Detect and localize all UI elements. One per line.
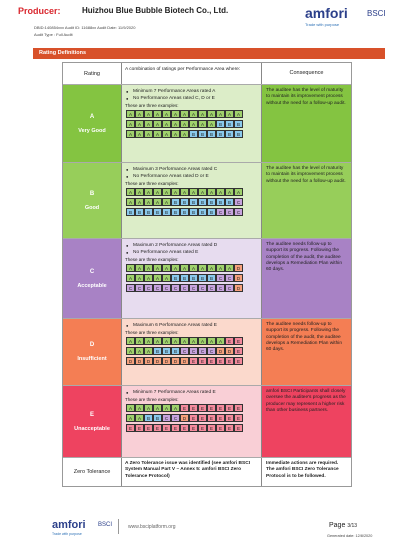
rating-name: Zero Tolerance bbox=[73, 469, 111, 475]
footer-logo-tagline: Trade with purpose bbox=[52, 532, 82, 536]
rating-consequence: The auditee has the level of maturity to maintain its improvement process without the need for a follow-up audit. bbox=[261, 85, 351, 162]
example-cell: D bbox=[216, 347, 225, 355]
page-label: Page bbox=[329, 522, 346, 529]
rating-cell bbox=[63, 239, 121, 318]
example-cell: C bbox=[225, 208, 234, 216]
example-cell: A bbox=[216, 264, 225, 272]
example-cell: B bbox=[234, 130, 243, 138]
rating-letter: E bbox=[89, 411, 94, 418]
example-cell: A bbox=[216, 337, 225, 345]
rating-criterion: ● Maximum 6 Performance Areas rated E bbox=[125, 322, 258, 329]
example-cell: A bbox=[126, 347, 135, 355]
example-cell: B bbox=[180, 198, 189, 206]
example-cell: E bbox=[180, 404, 189, 412]
example-cell: A bbox=[126, 130, 135, 138]
example-cell: A bbox=[189, 120, 198, 128]
footer-logo-word: amfori bbox=[52, 519, 86, 531]
example-cell: A bbox=[189, 337, 198, 345]
example-cell: A bbox=[126, 414, 135, 422]
rating-criterion: ● No Performance Areas rated E bbox=[125, 249, 258, 256]
rating-row-a bbox=[63, 85, 351, 163]
examples-label: These are three examples: bbox=[125, 181, 179, 186]
example-cell: C bbox=[171, 284, 180, 292]
example-cell: A bbox=[126, 274, 135, 282]
example-cell: B bbox=[207, 130, 216, 138]
example-cell: A bbox=[198, 110, 207, 118]
rating-criterion: ● No Performance Areas rated D or E bbox=[125, 173, 258, 180]
example-cell: A bbox=[225, 110, 234, 118]
example-strip bbox=[126, 130, 258, 138]
rating-cell bbox=[63, 85, 121, 162]
example-cell: D bbox=[234, 264, 243, 272]
example-cell: C bbox=[162, 414, 171, 422]
example-cell: E bbox=[234, 337, 243, 345]
section-title: Rating Definitions bbox=[39, 50, 87, 56]
example-cell: A bbox=[144, 404, 153, 412]
example-cell: B bbox=[171, 208, 180, 216]
example-cell: A bbox=[162, 188, 171, 196]
example-cell: A bbox=[126, 404, 135, 412]
rating-consequence: The auditee needs follow-up to support its progress. Following the completion of the audit, the auditee develops a Remediation Plan within 60 days. bbox=[261, 239, 351, 318]
example-cell: A bbox=[198, 120, 207, 128]
example-cell: A bbox=[135, 274, 144, 282]
rating-criterion: ● Maximum 2 Performance Areas rated D bbox=[125, 242, 258, 249]
example-cell: B bbox=[225, 198, 234, 206]
example-cell: A bbox=[234, 188, 243, 196]
example-cell: C bbox=[144, 284, 153, 292]
example-cell: C bbox=[207, 347, 216, 355]
example-cell: A bbox=[162, 404, 171, 412]
example-cell: A bbox=[180, 188, 189, 196]
rating-row-zero-tolerance bbox=[63, 458, 351, 486]
example-cell: E bbox=[234, 347, 243, 355]
example-cell: B bbox=[180, 274, 189, 282]
example-cell: A bbox=[189, 188, 198, 196]
audit-ids: DBID:140854xxx Audit ID: 11688xx Audit Date: 11/9/2020 bbox=[34, 25, 136, 30]
example-cell: E bbox=[135, 424, 144, 432]
example-strip bbox=[126, 347, 258, 355]
example-cell: C bbox=[171, 414, 180, 422]
example-cell: B bbox=[189, 130, 198, 138]
example-strip bbox=[126, 357, 258, 365]
example-cell: A bbox=[144, 120, 153, 128]
example-cell: A bbox=[207, 188, 216, 196]
rating-criterion: ● Maximum 3 Performance Areas rated C bbox=[125, 166, 258, 173]
example-cell: A bbox=[207, 110, 216, 118]
example-strip bbox=[126, 110, 258, 118]
example-cell: A bbox=[198, 337, 207, 345]
example-cell: A bbox=[135, 414, 144, 422]
example-cell: A bbox=[126, 198, 135, 206]
table-header-row bbox=[63, 63, 351, 85]
example-strip bbox=[126, 198, 258, 206]
example-cell: E bbox=[162, 424, 171, 432]
example-cell: B bbox=[207, 198, 216, 206]
example-cell: A bbox=[162, 264, 171, 272]
example-cell: C bbox=[234, 198, 243, 206]
example-cell: E bbox=[225, 404, 234, 412]
audit-type: Audit Type : Full Audit bbox=[34, 32, 73, 37]
example-cell: A bbox=[189, 110, 198, 118]
example-cell: A bbox=[153, 337, 162, 345]
example-cell: B bbox=[207, 208, 216, 216]
logo-tagline: Trade with purpose bbox=[305, 22, 340, 27]
rating-consequence: The auditee needs follow-up to support its progress. Following the completion of the audit, the auditee develops a Remediation Plan within 60 days. bbox=[261, 319, 351, 385]
rating-criterion: ● Minimum 7 Performance Areas rated E bbox=[125, 389, 258, 396]
section-bar bbox=[33, 48, 385, 59]
example-cell: A bbox=[135, 347, 144, 355]
example-cell: C bbox=[198, 347, 207, 355]
rating-description bbox=[121, 163, 261, 238]
example-strip bbox=[126, 414, 258, 422]
rating-cell bbox=[63, 458, 121, 486]
example-cell: A bbox=[162, 120, 171, 128]
example-cell: B bbox=[216, 198, 225, 206]
example-cell: A bbox=[180, 110, 189, 118]
example-cell: A bbox=[126, 264, 135, 272]
example-cell: A bbox=[180, 264, 189, 272]
rating-cell bbox=[63, 163, 121, 238]
example-cell: C bbox=[189, 284, 198, 292]
example-cell: A bbox=[162, 198, 171, 206]
example-cell: A bbox=[207, 337, 216, 345]
footer-divider bbox=[118, 519, 119, 534]
amfori-logo bbox=[305, 5, 405, 33]
example-cell: B bbox=[207, 274, 216, 282]
example-cell: A bbox=[144, 274, 153, 282]
example-cell: E bbox=[234, 357, 243, 365]
example-cell: A bbox=[144, 198, 153, 206]
example-cell: C bbox=[216, 274, 225, 282]
example-cell: E bbox=[234, 414, 243, 422]
example-cell: D bbox=[180, 357, 189, 365]
example-cell: B bbox=[153, 414, 162, 422]
example-cell: A bbox=[135, 110, 144, 118]
example-cell: E bbox=[198, 424, 207, 432]
example-cell: E bbox=[126, 424, 135, 432]
producer-name: Huizhou Blue Bubble Biotech Co., Ltd. bbox=[82, 6, 229, 15]
page-number bbox=[329, 522, 357, 529]
example-cell: A bbox=[126, 337, 135, 345]
example-cell: B bbox=[153, 208, 162, 216]
example-cell: A bbox=[135, 188, 144, 196]
example-cell: A bbox=[171, 264, 180, 272]
example-cell: E bbox=[216, 404, 225, 412]
example-cell: A bbox=[207, 264, 216, 272]
example-cell: E bbox=[198, 414, 207, 422]
example-cell: A bbox=[162, 337, 171, 345]
example-cell: A bbox=[153, 120, 162, 128]
example-cell: C bbox=[126, 284, 135, 292]
example-cell: C bbox=[189, 347, 198, 355]
example-cell: A bbox=[162, 110, 171, 118]
rating-description: A Zero Tolerance issue was identified (see amfori BSCI System Manual Part V – Annex 5: amfori BSCI Zero Tolerance Protocol) bbox=[121, 458, 261, 486]
example-cell: A bbox=[126, 188, 135, 196]
example-cell: A bbox=[135, 404, 144, 412]
example-cell: A bbox=[171, 188, 180, 196]
example-cell: B bbox=[171, 198, 180, 206]
example-cell: E bbox=[180, 424, 189, 432]
example-cell: A bbox=[216, 188, 225, 196]
example-cell: B bbox=[198, 208, 207, 216]
rating-name: Good bbox=[84, 204, 100, 211]
rating-description bbox=[121, 239, 261, 318]
header-rating: Rating bbox=[84, 70, 100, 77]
example-cell: E bbox=[225, 357, 234, 365]
example-cell: D bbox=[171, 357, 180, 365]
example-cell: A bbox=[171, 404, 180, 412]
rating-criterion: ● Minimum 7 Performance Areas rated A bbox=[125, 88, 258, 95]
example-cell: E bbox=[216, 357, 225, 365]
rating-name: Unacceptable bbox=[74, 425, 110, 432]
report-header bbox=[0, 0, 414, 44]
example-cell: A bbox=[180, 120, 189, 128]
example-cell: C bbox=[198, 284, 207, 292]
example-cell: E bbox=[171, 424, 180, 432]
example-cell: A bbox=[198, 264, 207, 272]
producer-label: Producer: bbox=[18, 6, 61, 16]
example-cell: A bbox=[234, 110, 243, 118]
example-cell: B bbox=[216, 120, 225, 128]
example-cell: A bbox=[153, 188, 162, 196]
example-cell: E bbox=[198, 357, 207, 365]
report-footer bbox=[0, 512, 414, 550]
example-cell: A bbox=[171, 110, 180, 118]
example-strip bbox=[126, 337, 258, 345]
example-cell: A bbox=[144, 347, 153, 355]
example-strip bbox=[126, 120, 258, 128]
example-cell: E bbox=[207, 414, 216, 422]
example-cell: A bbox=[144, 130, 153, 138]
example-cell: A bbox=[189, 264, 198, 272]
example-cell: B bbox=[198, 130, 207, 138]
example-cell: A bbox=[225, 188, 234, 196]
example-cell: B bbox=[216, 130, 225, 138]
example-cell: A bbox=[162, 274, 171, 282]
example-cell: E bbox=[234, 404, 243, 412]
example-cell: B bbox=[189, 208, 198, 216]
example-strip bbox=[126, 404, 258, 412]
example-cell: A bbox=[144, 110, 153, 118]
example-cell: E bbox=[189, 404, 198, 412]
example-cell: E bbox=[153, 424, 162, 432]
rating-description bbox=[121, 319, 261, 385]
example-cell: A bbox=[207, 120, 216, 128]
example-cell: B bbox=[135, 208, 144, 216]
example-cell: A bbox=[135, 337, 144, 345]
example-cell: A bbox=[216, 110, 225, 118]
example-cell: A bbox=[135, 130, 144, 138]
example-cell: A bbox=[171, 130, 180, 138]
example-cell: A bbox=[225, 264, 234, 272]
example-cell: A bbox=[198, 188, 207, 196]
example-cell: A bbox=[126, 120, 135, 128]
example-cell: B bbox=[162, 208, 171, 216]
example-cell: E bbox=[189, 424, 198, 432]
example-cell: A bbox=[153, 264, 162, 272]
example-cell: B bbox=[198, 274, 207, 282]
rating-letter: B bbox=[89, 190, 95, 197]
example-cell: B bbox=[162, 347, 171, 355]
example-cell: C bbox=[225, 274, 234, 282]
example-cell: A bbox=[153, 198, 162, 206]
rating-consequence: Immediate actions are required. The amfori BSCI Zero Tolerance Protocol is to be followed. bbox=[261, 458, 351, 486]
example-cell: D bbox=[144, 357, 153, 365]
footer-logo-bsci: BSCI bbox=[98, 522, 113, 528]
rating-cell bbox=[63, 386, 121, 457]
example-cell: A bbox=[180, 337, 189, 345]
example-cell: A bbox=[153, 404, 162, 412]
example-cell: D bbox=[126, 357, 135, 365]
rating-description bbox=[121, 386, 261, 457]
example-strip bbox=[126, 284, 258, 292]
example-cell: A bbox=[162, 130, 171, 138]
example-cell: A bbox=[135, 120, 144, 128]
example-cell: C bbox=[216, 284, 225, 292]
example-strip bbox=[126, 188, 258, 196]
example-cell: B bbox=[189, 274, 198, 282]
examples-label: These are three examples: bbox=[125, 257, 179, 262]
example-cell: D bbox=[153, 357, 162, 365]
example-cell: E bbox=[225, 414, 234, 422]
rating-table bbox=[62, 62, 352, 487]
example-cell: B bbox=[189, 198, 198, 206]
rating-consequence: The auditee has the level of maturity to maintain its improvement process without the need for a follow-up audit. bbox=[261, 163, 351, 238]
example-cell: C bbox=[180, 284, 189, 292]
example-cell: E bbox=[207, 424, 216, 432]
example-cell: B bbox=[234, 120, 243, 128]
example-cell: A bbox=[144, 264, 153, 272]
rating-row-c bbox=[63, 239, 351, 319]
example-cell: B bbox=[225, 120, 234, 128]
example-cell: A bbox=[144, 188, 153, 196]
example-cell: A bbox=[135, 198, 144, 206]
example-cell: C bbox=[153, 284, 162, 292]
examples-label: These are three examples: bbox=[125, 330, 179, 335]
rating-name: Very Good bbox=[78, 127, 106, 134]
example-cell: D bbox=[234, 284, 243, 292]
logo-bsci: BSCI bbox=[367, 9, 386, 18]
example-cell: B bbox=[180, 208, 189, 216]
example-cell: D bbox=[225, 347, 234, 355]
example-cell: C bbox=[162, 284, 171, 292]
example-cell: C bbox=[135, 284, 144, 292]
generated-date: Generated date: 12/8/2020 bbox=[327, 534, 373, 538]
example-cell: A bbox=[144, 337, 153, 345]
example-cell: B bbox=[171, 274, 180, 282]
rating-row-b bbox=[63, 163, 351, 239]
example-cell: C bbox=[207, 284, 216, 292]
example-strip bbox=[126, 208, 258, 216]
example-cell: B bbox=[198, 198, 207, 206]
example-cell: C bbox=[180, 347, 189, 355]
header-description: A combination of ratings per Performance Area where: bbox=[121, 63, 261, 84]
example-cell: E bbox=[144, 424, 153, 432]
example-cell: A bbox=[153, 130, 162, 138]
example-cell: A bbox=[171, 120, 180, 128]
example-strip bbox=[126, 264, 258, 272]
example-cell: D bbox=[234, 274, 243, 282]
example-cell: E bbox=[225, 337, 234, 345]
example-cell: B bbox=[171, 347, 180, 355]
example-cell: B bbox=[144, 414, 153, 422]
rating-name: Insufficient bbox=[77, 356, 107, 362]
example-cell: A bbox=[180, 130, 189, 138]
example-cell: D bbox=[180, 414, 189, 422]
example-cell: B bbox=[144, 208, 153, 216]
example-cell: E bbox=[234, 424, 243, 432]
rating-description bbox=[121, 85, 261, 162]
example-cell: D bbox=[135, 357, 144, 365]
example-cell: E bbox=[225, 424, 234, 432]
rating-criterion: ● No Performance Areas rated C, D or E bbox=[125, 95, 258, 102]
example-cell: A bbox=[171, 337, 180, 345]
example-cell: A bbox=[126, 110, 135, 118]
example-cell: E bbox=[207, 404, 216, 412]
example-cell: B bbox=[225, 130, 234, 138]
rating-letter: A bbox=[89, 113, 95, 120]
rating-row-d bbox=[63, 319, 351, 386]
rating-row-e bbox=[63, 386, 351, 458]
examples-label: These are three examples: bbox=[125, 103, 179, 108]
rating-consequence: amfori BSCI Participants shall closely oversee the auditee's progress as the producer may represent a higher risk than other business partners. bbox=[261, 386, 351, 457]
example-cell: E bbox=[189, 414, 198, 422]
example-cell: C bbox=[234, 208, 243, 216]
example-strip bbox=[126, 424, 258, 432]
example-cell: E bbox=[207, 357, 216, 365]
example-cell: A bbox=[135, 264, 144, 272]
example-cell: B bbox=[153, 347, 162, 355]
example-cell: E bbox=[216, 424, 225, 432]
example-cell: E bbox=[198, 404, 207, 412]
example-cell: B bbox=[126, 208, 135, 216]
rating-letter: C bbox=[89, 268, 95, 275]
page-value: 3/13 bbox=[347, 523, 358, 529]
rating-name: Acceptable bbox=[77, 282, 107, 289]
example-cell: E bbox=[216, 414, 225, 422]
example-cell: C bbox=[216, 208, 225, 216]
example-strip bbox=[126, 274, 258, 282]
example-cell: A bbox=[153, 274, 162, 282]
header-consequence: Consequence bbox=[261, 63, 351, 84]
example-cell: A bbox=[153, 110, 162, 118]
rating-letter: D bbox=[89, 342, 95, 348]
examples-label: These are three examples: bbox=[125, 397, 179, 402]
logo-word: amfori bbox=[305, 5, 348, 21]
footer-url[interactable]: www.bsciplatform.org bbox=[128, 524, 176, 530]
example-cell: D bbox=[162, 357, 171, 365]
example-cell: C bbox=[225, 284, 234, 292]
example-cell: E bbox=[189, 357, 198, 365]
rating-cell bbox=[63, 319, 121, 385]
